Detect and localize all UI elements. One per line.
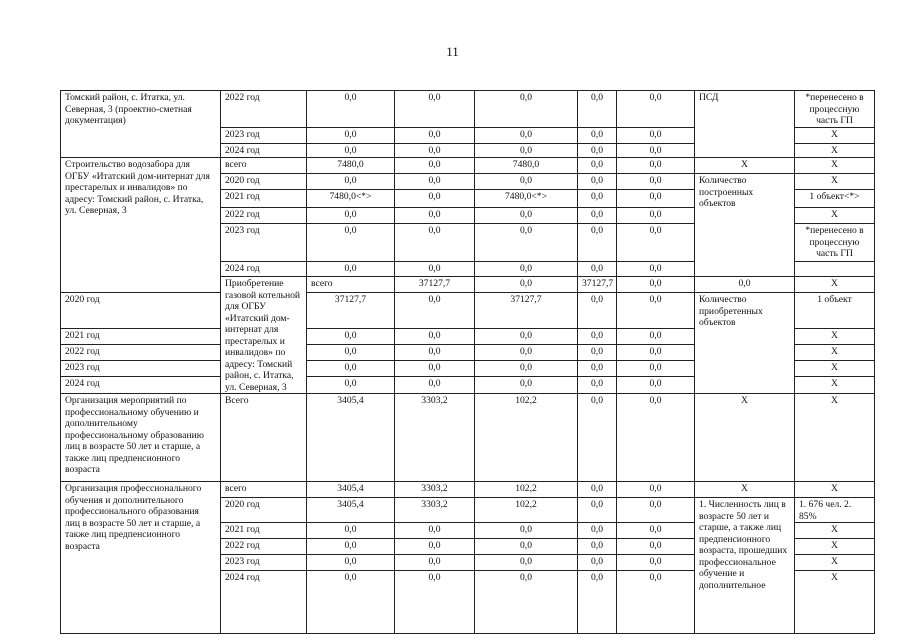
- value-cell: 0,0: [395, 128, 475, 144]
- value-cell: 0,0: [578, 571, 617, 634]
- value-cell: 7480,0: [475, 158, 578, 174]
- result-cell: 1 объект: [795, 293, 875, 329]
- value-cell: 0,0: [395, 571, 475, 634]
- value-cell: 0,0: [307, 208, 395, 224]
- result-cell: *перенесено в процессную часть ГП: [795, 91, 875, 128]
- value-cell: 0,0: [617, 208, 695, 224]
- table-row: [61, 158, 875, 174]
- value-cell: 0,0: [307, 523, 395, 539]
- year-cell: 2020 год: [221, 174, 307, 190]
- value-cell: 0,0: [307, 91, 395, 128]
- year-cell: 2023 год: [61, 361, 221, 377]
- value-cell: 0,0: [475, 262, 578, 277]
- measure-description: Томский район, с. Итатка, ул. Северная, 3 (проектно-сметная документация): [61, 91, 221, 158]
- value-cell: 0,0: [617, 144, 695, 158]
- indicator-cell: 1. Численность лиц в возрасте 50 лет и старше, а также лиц предпенсионного возраста, прошедших профессиональное обучение и дополнительное: [695, 498, 795, 634]
- value-cell: 3303,2: [395, 482, 475, 498]
- result-cell: 1 объект<*>: [795, 190, 875, 208]
- indicator-cell: Количество построенных объектов: [695, 174, 795, 277]
- measure-description: Приобретение газовой котельной для ОГБУ «Итатский дом-интернат для престарелых и инвалидов» по адресу: Томский район, с. Итатка, ул. Северная, 3: [221, 277, 307, 394]
- value-cell: 0,0: [617, 523, 695, 539]
- value-cell: 0,0: [395, 144, 475, 158]
- value-cell: 0,0: [475, 377, 578, 394]
- year-cell: 2022 год: [221, 91, 307, 128]
- value-cell: 7480,0<*>: [475, 190, 578, 208]
- indicator-cell: [795, 262, 875, 277]
- value-cell: 0,0: [475, 329, 578, 345]
- year-cell: Всего: [221, 394, 307, 482]
- table-row: [61, 293, 875, 329]
- year-cell: 2020 год: [61, 293, 221, 329]
- indicator-cell: X: [695, 394, 795, 482]
- value-cell: 0,0: [617, 174, 695, 190]
- value-cell: 0,0: [617, 329, 695, 345]
- result-cell: X: [795, 174, 875, 190]
- table-row: [61, 394, 875, 482]
- year-cell: 2022 год: [221, 539, 307, 555]
- value-cell: 0,0: [475, 361, 578, 377]
- indicator-cell: X: [695, 482, 795, 498]
- value-cell: 0,0: [475, 174, 578, 190]
- year-cell: 2022 год: [221, 208, 307, 224]
- value-cell: 0,0: [395, 345, 475, 361]
- value-cell: 0,0: [578, 293, 617, 329]
- value-cell: 0,0: [307, 224, 395, 262]
- year-cell: 2020 год: [221, 498, 307, 523]
- value-cell: 0,0: [617, 190, 695, 208]
- value-cell: 0,0: [617, 158, 695, 174]
- value-cell: 0,0: [475, 571, 578, 634]
- value-cell: 0,0: [578, 224, 617, 262]
- value-cell: 0,0: [395, 293, 475, 329]
- value-cell: 0,0: [475, 555, 578, 571]
- indicator-cell: X: [695, 158, 795, 174]
- measure-description: Организация профессионального обучения и дополнительного профессионального образования лиц в возрасте 50 лет и старше, а также лиц предпенсионного возраста: [61, 482, 221, 634]
- value-cell: 0,0: [578, 482, 617, 498]
- value-cell: 0,0: [307, 174, 395, 190]
- indicator-cell: ПСД: [695, 91, 795, 158]
- program-table: [60, 90, 875, 634]
- year-cell: 2024 год: [221, 262, 307, 277]
- value-cell: 0,0: [475, 128, 578, 144]
- value-cell: 0,0: [307, 555, 395, 571]
- year-cell: 2022 год: [61, 345, 221, 361]
- value-cell: 0,0: [617, 377, 695, 394]
- result-cell: X: [795, 571, 875, 634]
- value-cell: 0,0: [475, 523, 578, 539]
- value-cell: 0,0: [617, 277, 695, 293]
- value-cell: 102,2: [475, 394, 578, 482]
- value-cell: 0,0: [307, 144, 395, 158]
- value-cell: 37127,7: [307, 293, 395, 329]
- value-cell: 0,0: [475, 144, 578, 158]
- value-cell: 0,0: [475, 539, 578, 555]
- value-cell: 0,0: [578, 174, 617, 190]
- value-cell: 37127,7: [475, 293, 578, 329]
- value-cell: 0,0: [395, 91, 475, 128]
- result-cell: X: [795, 523, 875, 539]
- value-cell: 0,0: [578, 329, 617, 345]
- value-cell: 0,0: [395, 158, 475, 174]
- result-cell: X: [795, 144, 875, 158]
- value-cell: 0,0: [395, 361, 475, 377]
- year-cell: 2023 год: [221, 224, 307, 262]
- value-cell: 0,0: [617, 539, 695, 555]
- year-cell: 2021 год: [61, 329, 221, 345]
- value-cell: 0,0: [307, 539, 395, 555]
- result-cell: X: [795, 555, 875, 571]
- value-cell: 3303,2: [395, 394, 475, 482]
- value-cell: 37127,7: [395, 277, 475, 293]
- value-cell: 0,0: [395, 539, 475, 555]
- value-cell: 0,0: [578, 539, 617, 555]
- value-cell: 0,0: [578, 190, 617, 208]
- measure-description: Строительство водозабора для ОГБУ «Итатский дом-интернат для престарелых и инвалидов» по адресу: Томский район, с. Итатка, ул. Северная, 3: [61, 158, 221, 293]
- value-cell: 0,0: [395, 190, 475, 208]
- value-cell: 0,0: [475, 91, 578, 128]
- result-cell: X: [795, 377, 875, 394]
- indicator-cell: X: [795, 277, 875, 293]
- result-cell: X: [795, 158, 875, 174]
- value-cell: 0,0: [578, 555, 617, 571]
- value-cell: 0,0: [307, 571, 395, 634]
- value-cell: 0,0: [617, 262, 695, 277]
- value-cell: 0,0: [395, 208, 475, 224]
- value-cell: 0,0: [395, 174, 475, 190]
- result-cell: X: [795, 128, 875, 144]
- result-cell: X: [795, 361, 875, 377]
- value-cell: 0,0: [475, 345, 578, 361]
- value-cell: 102,2: [475, 498, 578, 523]
- value-cell: 0,0: [617, 91, 695, 128]
- result-cell: X: [795, 482, 875, 498]
- year-cell: 2024 год: [221, 144, 307, 158]
- value-cell: 0,0: [395, 262, 475, 277]
- value-cell: 0,0: [578, 158, 617, 174]
- value-cell: 0,0: [307, 128, 395, 144]
- value-cell: 0,0: [475, 208, 578, 224]
- indicator-cell: Количество приобретенных объектов: [695, 293, 795, 394]
- value-cell: 0,0: [617, 571, 695, 634]
- year-cell: 2023 год: [221, 128, 307, 144]
- value-cell: 0,0: [578, 262, 617, 277]
- value-cell: 0,0: [617, 224, 695, 262]
- result-cell: X: [795, 539, 875, 555]
- year-cell: 2024 год: [61, 377, 221, 394]
- value-cell: 0,0: [578, 208, 617, 224]
- value-cell: 0,0: [578, 91, 617, 128]
- value-cell: 0,0: [395, 329, 475, 345]
- value-cell: 3405,4: [307, 482, 395, 498]
- year-cell: всего: [307, 277, 395, 293]
- value-cell: 0,0: [578, 128, 617, 144]
- value-cell: 0,0: [395, 377, 475, 394]
- value-cell: 0,0: [617, 482, 695, 498]
- result-cell: 1. 676 чел. 2. 85%: [795, 498, 875, 523]
- year-cell: всего: [221, 482, 307, 498]
- value-cell: 0,0: [578, 498, 617, 523]
- table-row: [61, 91, 875, 128]
- value-cell: 0,0: [578, 144, 617, 158]
- value-cell: 0,0: [578, 345, 617, 361]
- value-cell: 0,0: [395, 523, 475, 539]
- value-cell: 0,0: [307, 377, 395, 394]
- value-cell: 0,0: [395, 555, 475, 571]
- year-cell: 2021 год: [221, 523, 307, 539]
- value-cell: 7480,0: [307, 158, 395, 174]
- value-cell: 0,0: [578, 377, 617, 394]
- year-cell: всего: [221, 158, 307, 174]
- value-cell: 0,0: [578, 523, 617, 539]
- result-cell: X: [795, 208, 875, 224]
- value-cell: 0,0: [617, 498, 695, 523]
- value-cell: 0,0: [307, 329, 395, 345]
- measure-description: Организация мероприятий по профессиональному обучению и дополнительному профессиональному образованию лиц в возрасте 50 лет и старше, а также лиц предпенсионного возраста: [61, 394, 221, 482]
- value-cell: 0,0: [307, 345, 395, 361]
- value-cell: 0,0: [578, 361, 617, 377]
- value-cell: 0,0: [475, 277, 578, 293]
- value-cell: 0,0: [695, 277, 795, 293]
- value-cell: 0,0: [617, 293, 695, 329]
- value-cell: 0,0: [617, 128, 695, 144]
- value-cell: 37127,7: [578, 277, 617, 293]
- value-cell: 0,0: [475, 224, 578, 262]
- value-cell: 0,0: [617, 361, 695, 377]
- table-row: [61, 482, 875, 498]
- value-cell: 3303,2: [395, 498, 475, 523]
- year-cell: 2021 год: [221, 190, 307, 208]
- year-cell: 2023 год: [221, 555, 307, 571]
- value-cell: 0,0: [617, 345, 695, 361]
- result-cell: X: [795, 394, 875, 482]
- result-cell: *перенесено в процессную часть ГП: [795, 224, 875, 262]
- value-cell: 0,0: [617, 394, 695, 482]
- value-cell: 0,0: [307, 262, 395, 277]
- page-number: 11: [446, 44, 459, 59]
- value-cell: 0,0: [617, 555, 695, 571]
- value-cell: 0,0: [578, 394, 617, 482]
- value-cell: 3405,4: [307, 498, 395, 523]
- value-cell: 7480,0<*>: [307, 190, 395, 208]
- value-cell: 0,0: [395, 224, 475, 262]
- result-cell: X: [795, 329, 875, 345]
- result-cell: X: [795, 345, 875, 361]
- value-cell: 0,0: [307, 361, 395, 377]
- year-cell: 2024 год: [221, 571, 307, 634]
- value-cell: 3405,4: [307, 394, 395, 482]
- value-cell: 102,2: [475, 482, 578, 498]
